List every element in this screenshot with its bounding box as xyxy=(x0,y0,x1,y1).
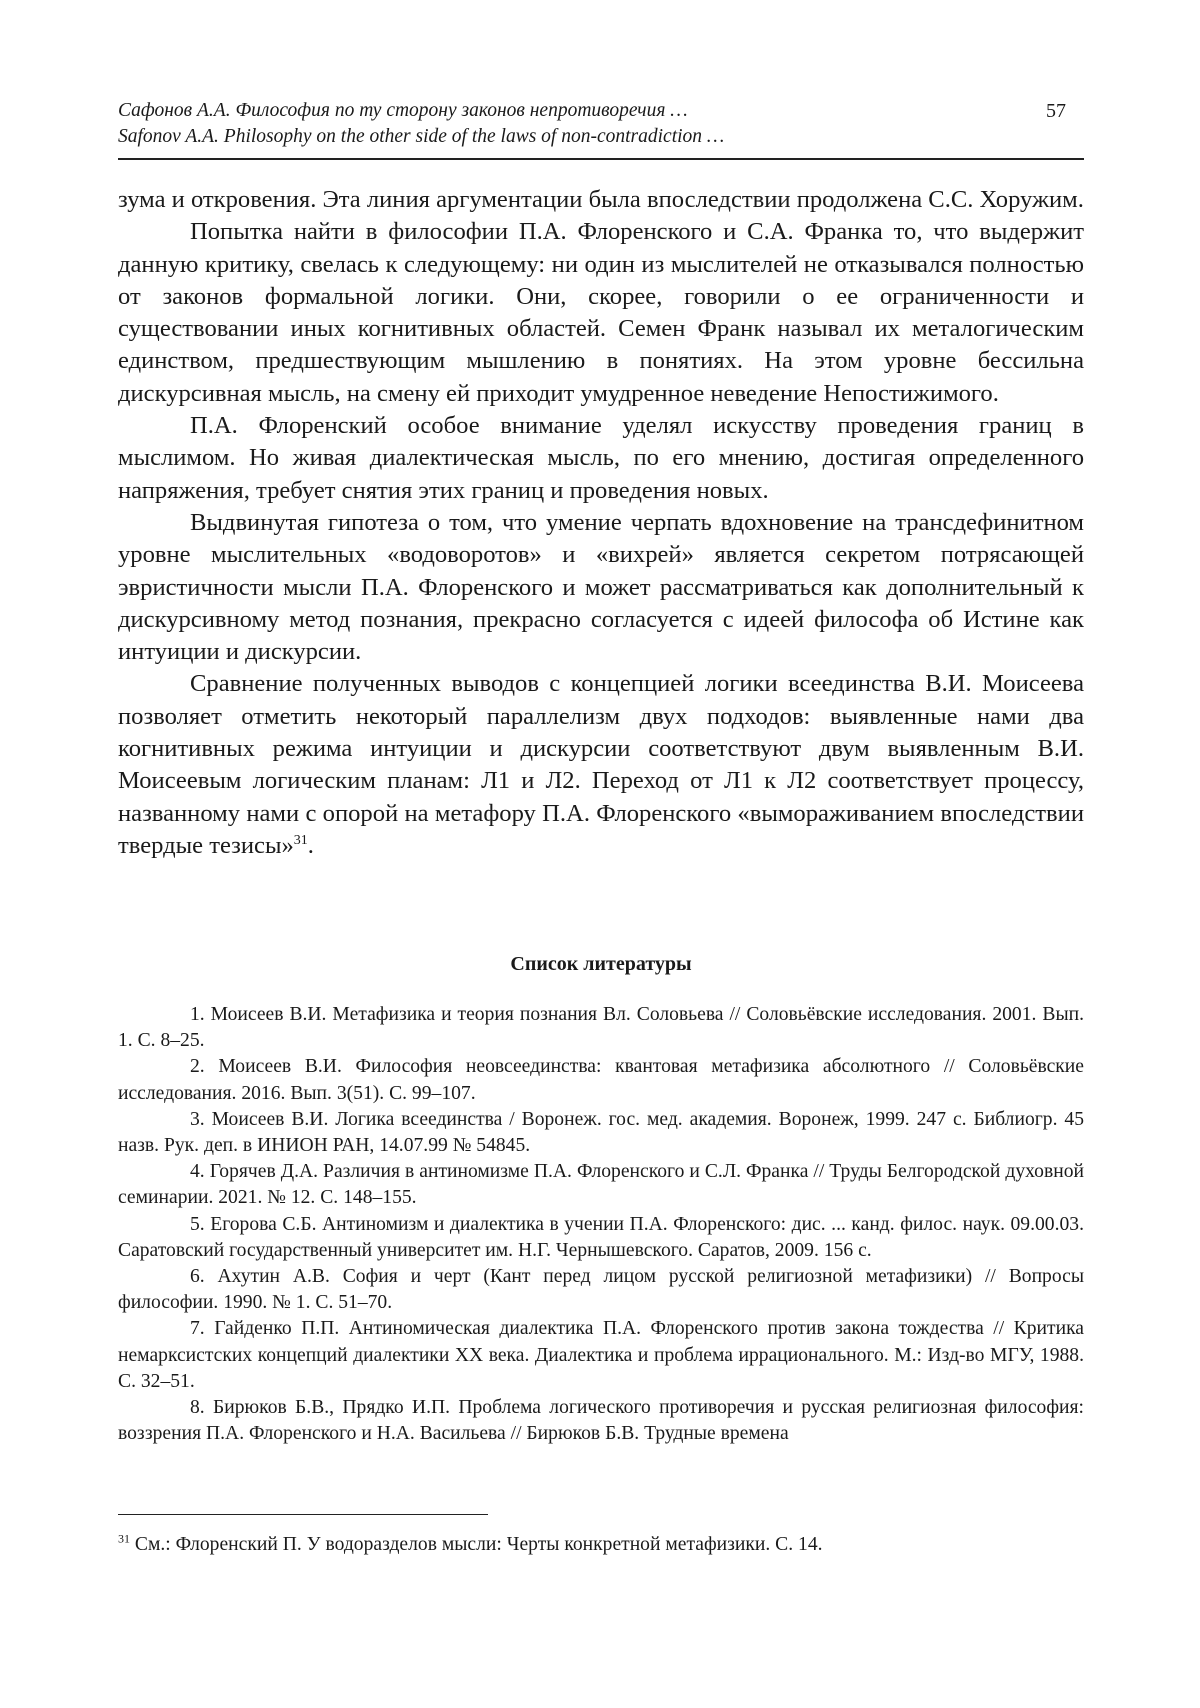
paragraph-1: зума и откровения. Эта линия аргументации была впоследствии продолжена С.С. Хоружим. xyxy=(118,186,1084,213)
page-number: 57 xyxy=(1046,100,1066,122)
reference-item: 4. Горячев Д.А. Различия в антиномизме П.А. Флоренского и С.Л. Франка // Труды Белгородской духовной семинарии. 2021. № 12. С. 148–155. xyxy=(118,1161,1084,1209)
paragraph-4: Выдвинутая гипотеза о том, что умение черпать вдохновение на трансдефинитном уровне мыслительных «водоворотов» и «вихрей» является секретом потрясающей эвристичности мысли П.А. Флоренского и может рассматриваться как дополнительный к дискурсивному метод познания, прекрасно согласуется с идеей философа об Истине как интуиции и дискурсии. xyxy=(118,508,1084,666)
footnote-text: См.: Флоренский П. У водоразделов мысли: Черты конкретной метафизики. С. 14. xyxy=(130,1534,823,1555)
paragraph-5-end: . xyxy=(307,831,314,859)
paragraph-3: П.А. Флоренский особое внимание уделял искусству проведения границ в мыслимом. Но живая диалектическая мысль, по его мнению, достигая определенного напряжения, требует снятия этих границ и проведения новых. xyxy=(118,412,1084,504)
reference-item: 1. Моисеев В.И. Метафизика и теория познания Вл. Соловьева // Соловьёвские исследования. 2001. Вып. 1. С. 8–25. xyxy=(118,1004,1084,1052)
main-text xyxy=(118,184,1084,862)
reference-item: 2. Моисеев В.И. Философия неовсеединства: квантовая метафизика абсолютного // Соловьёвские исследования. 2016. Вып. 3(51). С. 99–107. xyxy=(118,1056,1084,1104)
footnote-separator xyxy=(118,1514,488,1515)
reference-item: 6. Ахутин А.В. София и черт (Кант перед лицом русской религиозной метафизики) // Вопросы философии. 1990. № 1. С. 51–70. xyxy=(118,1266,1084,1314)
paragraph-2: Попытка найти в философии П.А. Флоренского и С.А. Франка то, что выдержит данную критику, свелась к следующему: ни один из мыслителей не отказывался полностью от законов формальной логики. Они, скорее, говорили о ее ограниченности и существовании иных когнитивных областей. Семен Франк называл их металогическим единством, предшествующим мышлению в понятиях. На этом уровне бессильна дискурсивная мысль, на смену ей приходит умудренное неведение Непостижимого. xyxy=(118,218,1084,407)
running-header xyxy=(118,98,1084,160)
footnote-number: 31 xyxy=(118,1531,130,1546)
paragraph-5 xyxy=(118,668,1084,862)
header-title-en: Safonov A.A. Philosophy on the other side of the laws of non-contradiction … xyxy=(118,126,725,147)
references-title: Список литературы xyxy=(510,953,692,975)
reference-item: 5. Егорова С.Б. Антиномизм и диалектика в учении П.А. Флоренского: дис. ... канд. филос. наук. 09.00.03. Саратовский государственный университет им. Н.Г. Чернышевского. Саратов, 2009. 156 с. xyxy=(118,1213,1084,1261)
references-list xyxy=(118,1002,1084,1447)
footnote xyxy=(118,1532,1084,1558)
paragraph-5-text: Сравнение полученных выводов с концепцией логики всеединства В.И. Моисеева позволяет отметить некоторый параллелизм двух подходов: выявленные нами два когнитивных режима интуиции и дискурсии соответствуют двум выявленным В.И. Моисеевым логическим планам: Л1 и Л2. Переход от Л1 к Л2 соответствует процессу, названному нами с опорой на метафору П.А. Флоренского «вымораживанием впоследствии твердые тезисы» xyxy=(118,670,1084,859)
reference-item: 3. Моисеев В.И. Логика всеединства / Воронеж. гос. мед. академия. Воронеж, 1999. 247 с. Библиогр. 45 назв. Рук. деп. в ИНИОН РАН, 14.07.99 № 54845. xyxy=(118,1108,1084,1157)
footnote-reference[interactable]: 31 xyxy=(293,832,308,848)
reference-item: 7. Гайденко П.П. Антиномическая диалектика П.А. Флоренского против закона тождества // Критика немарксистских концепций диалектики XX века. Диалектика и проблема иррационального. М.: Изд-во МГУ, 1988. С. 32–51. xyxy=(118,1318,1084,1392)
reference-item: 8. Бирюков Б.В., Прядко И.П. Проблема логического противоречия и русская религиозная философия: воззрения П.А. Флоренского и Н.А. Васильева // Бирюков Б.В. Трудные времена xyxy=(118,1397,1084,1445)
header-title-ru: Сафонов А.А. Философия по ту сторону законов непротиворечия … xyxy=(118,100,688,121)
